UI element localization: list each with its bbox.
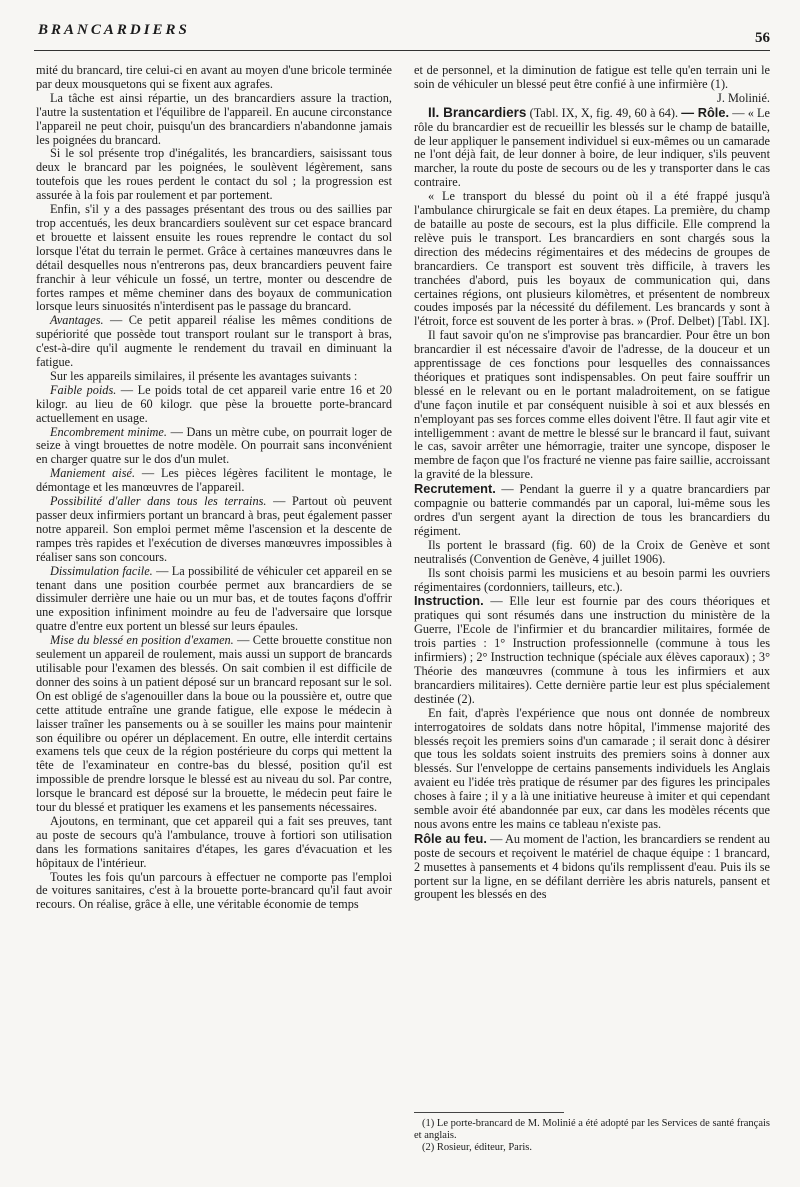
role-au-feu-paragraph bbox=[414, 832, 770, 903]
advantage-item bbox=[36, 495, 392, 565]
instruction-text: — Elle leur est fournie par des cours théoriques et pratiques qui sont résumés dans une instruction du ministère de la Guerre, l'Ecole de l'infirmier et du brancardier militaires, formée de trois parties : 1° Instruction professionnelle (commune à tous les infirmiers) ; 2° Instruction technique (spéciale aux élèves caporaux) ; 3° Théorie des manœuvres (commune à tous les infirmiers et aux brancardiers militaires). Cette dernière partie leur est plus spécialement destinée (2). bbox=[414, 594, 770, 706]
avantages-paragraph bbox=[36, 314, 392, 370]
advantage-text: — Dans un mètre cube, on pourrait loger de seize à vingt brouettes de notre modèle. On pourrait sans inconvénient en charger quatre sur le dos d'un mulet. bbox=[36, 424, 392, 467]
advantage-label: Faible poids. bbox=[50, 382, 117, 397]
section-heading: II. Brancardiers bbox=[428, 104, 527, 120]
instruction-paragraph bbox=[414, 594, 770, 706]
paragraph: et de personnel, et la diminution de fatigue est telle qu'en terrain uni le soin de véhiculer un blessé peut être confié à une infirmière (1). bbox=[414, 63, 770, 91]
recrutement-paragraph bbox=[414, 482, 770, 539]
recrutement-heading: Recrutement. bbox=[414, 481, 496, 497]
footnote: (2) Rosieur, éditeur, Paris. bbox=[422, 1142, 532, 1153]
avantages-label: Avantages. bbox=[50, 313, 104, 328]
paragraph: Si le sol présente trop d'inégalités, les brancardiers, saisissant tous deux le brancard par les poignées, le soulèvent légèrement, sans toutefois que les roues perdent le contact du sol ; la progression est assurée à la fois par roulement et par portement. bbox=[36, 146, 392, 203]
avantages-text: — Ce petit appareil réalise les mêmes conditions de supériorité que possède tout transport roulant sur le transport à bras, c'est-à-dire qu'il augmente le rendement du travail en diminuant la fatigue. bbox=[36, 313, 392, 370]
paragraph: En fait, d'après l'expérience que nous ont donnée de nombreux interrogatoires de soldats dans notre hôpital, l'immense majorité des blessés reçoit les premiers soins d'un camarade ; il serait donc à désirer que tous les soldats soient instruits des premiers soins à donner aux blessés. Sur l'enveloppe de certains pansements individuels les Anglais avaient eu l'idée très pratique de résumer par des figures les principales choses à faire ; il y a là une initiative heureuse à imiter et qui cependant semble avoir été abandonnée par eux, car dans les modèles récents que nous avons entre les mains ce tableau n'existe pas. bbox=[414, 705, 770, 831]
advantage-item bbox=[36, 565, 392, 635]
paragraph: Ils sont choisis parmi les musiciens et au besoin parmi les ouvriers régimentaires (cordonniers, tailleurs, etc.). bbox=[414, 565, 770, 594]
role-au-feu-text: — Au moment de l'action, les brancardiers se rendent au poste de secours et reçoivent le matériel de chaque équipe : 1 brancard, 2 musettes à pansements et 4 bidons qu'ils remplissent d'eau. Puis ils se portent sur la ligne, en se défilant derrière les abris naturels, pansent et groupent les blessés en des bbox=[414, 831, 770, 902]
paragraph: Ajoutons, en terminant, que cet appareil qui a fait ses preuves, tant au poste de secours qu'à l'ambulance, trouve à fortiori son utilisation dans les formations sanitaires d'étapes, les gares d'évacuation et les hôpitaux de l'intérieur. bbox=[36, 813, 392, 870]
advantage-label: Maniement aisé. bbox=[50, 466, 136, 481]
advantage-text: — La possibilité de véhiculer cet appareil en se tenant dans une position courbée permet aux brancardiers de se dissimuler derrière une haie ou un mur bas, et de toutes façons d'offrir une exposition infiniment moindre au feu de l'adversaire que lorsque quatre d'entre eux portent un blessé sur leurs épaules. bbox=[36, 563, 392, 634]
paragraph: Toutes les fois qu'un parcours à effectuer ne comporte pas l'emploi de voitures sanitaires, c'est à la brouette porte-brancard qu'il faut avoir recours. On réalise, grâce à elle, une véritable économie de temps bbox=[36, 869, 392, 912]
advantage-label: Dissimulation facile. bbox=[50, 563, 153, 578]
instruction-heading: Instruction. bbox=[414, 593, 484, 609]
footnotes bbox=[414, 1118, 770, 1154]
section-heading-ref: (Tabl. IX, X, fig. 49, 60 à 64). bbox=[526, 105, 679, 120]
page-number: 56 bbox=[755, 30, 770, 46]
advantage-item bbox=[36, 634, 392, 815]
role-text: — « Le rôle du brancardier est de recueillir les blessés sur le champ de bataille, de leur appliquer le pansement individuel si eux-mêmes ou un camarade ne l'ont déjà fait, de leur donner à boire, de leur indiquer, s'ils peuvent marcher, la route du poste de secours ou de les y transporter dans le cas contraire. bbox=[414, 105, 771, 190]
footnote: (1) Le porte-brancard de M. Molinié a été adopté par les Services de santé français et anglais. bbox=[414, 1118, 770, 1141]
footnote-rule bbox=[414, 1112, 564, 1113]
section-heading-paragraph bbox=[414, 106, 770, 190]
paragraph: Sur les appareils similaires, il présente les avantages suivants : bbox=[50, 368, 358, 383]
paragraph: Ils portent le brassard (fig. 60) de la Croix de Genève et sont neutralisés (Convention de Genève, 4 juillet 1906). bbox=[414, 537, 770, 566]
advantage-label: Encombrement minime. bbox=[50, 424, 167, 439]
author-signature: J. Molinié. bbox=[717, 90, 770, 105]
left-column bbox=[36, 64, 392, 912]
role-au-feu-heading: Rôle au feu. bbox=[414, 830, 487, 846]
advantage-item bbox=[36, 384, 392, 426]
advantage-label: Mise du blessé en position d'examen. bbox=[50, 633, 234, 648]
paragraph: Il faut savoir qu'on ne s'improvise pas brancardier. Pour être un bon brancardier il est nécessaire d'avoir de l'adresse, de la douceur et un apprentissage de ces fonctions pour lesquelles des connaissances théoriques et pratiques sont indispensables. On peut faire souffrir un blessé en le relevant ou en le portant maladroitement, on se fatigue d'une façon inutile et par conséquent nuisible à soi et aux blessés en n'employant pas ses forces comme elles doivent l'être. Il faut agir vite et intelligemment : avant de mettre le blessé sur le brancard il faut, suivant le cas, savoir arrêter une hémorragie, traiter une syncope, disposer le membre de façon que l'os fracturé ne vienne pas faire saillie, accroissant la gravité de la blessure. bbox=[414, 328, 770, 482]
paragraph: « Le transport du blessé du point où il a été frappé jusqu'à l'ambulance chirurgicale se fait en deux étapes. La première, du champ de bataille au poste de secours, est la plus difficile. Elle comprend la relève puis le transport. Les brancardiers en sont chargés sous la direction des médecins régimentaires et des médecins de groupes de brancardiers. Ce transport est souvent très difficile, à travers les tranchées d'abord, puis les boyaux de communication qui, dans certaines régions, ont plusieurs kilomètres, et présentent de nombreux coudes imposés par la nécessité du défilement. Les brancards y sont à l'étroit, force est souvent de les porter à bras. » (Prof. Delbet) [Tabl. IX]. bbox=[414, 189, 770, 329]
advantage-text: — Cette brouette constitue non seulement un appareil de roulement, mais aussi un support de brancards utilisable pour l'examen des blessés. On sait combien il est difficile de donner des soins à un patient déposé sur un brancard reposant sur le sol. On est obligé de s'agenouiller dans la boue ou la poussière et, outre que cette attitude entraîne une grande fatigue, elle expose le médecin à laisser traîner les pansements ou à se souiller les mains pour maintenir son équilibre ou opérer un déplacement. En outre, elle interdit certains examens tels que ceux de la région postérieure du corps qui mettent la tête de l'examinateur en contre-bas du blessé, position qu'il est impossible de prendre lorsque le blessé est au niveau du sol. Par contre, lorsque le brancard est déposé sur la brouette, le médecin peut faire le tour du blessé et pratiquer les examens et les pansements nécessaires. bbox=[36, 633, 393, 815]
advantage-item bbox=[36, 467, 392, 495]
advantage-item bbox=[36, 426, 392, 468]
advantage-text: — Les pièces légères facilitent le montage, le démontage et les manœuvres de l'appareil. bbox=[36, 466, 392, 495]
right-column bbox=[414, 64, 770, 902]
role-heading: — Rôle. bbox=[681, 104, 730, 120]
advantage-label: Possibilité d'aller dans tous les terrains. bbox=[50, 494, 267, 509]
advantage-text: — Le poids total de cet appareil varie entre 16 et 20 kilogr. au lieu de 60 kilogr. que pèse la brouette porte-brancard actuellement en usage. bbox=[36, 382, 392, 425]
recrutement-text: — Pendant la guerre il y a quatre brancardiers par compagnie ou batterie commandés par un caporal, lui-même sous les ordres d'un sergent ayant la direction de tous les brancardiers du régiment. bbox=[414, 482, 770, 538]
advantage-text: — Partout où peuvent passer deux infirmiers portant un brancard à bras, peut également passer notre appareil. Son emploi permet même l'ascension et la descente de rampes très rapides et l'exécution de diverses manœuvres impossibles à réaliser sans son concours. bbox=[36, 494, 393, 564]
paragraph: mité du brancard, tire celui-ci en avant au moyen d'une bricole terminée par deux mousquetons qui se fixent aux agrafes. bbox=[36, 63, 392, 91]
running-title: BRANCARDIERS bbox=[38, 22, 190, 38]
header-rule bbox=[34, 50, 770, 51]
paragraph: Enfin, s'il y a des passages présentant des trous ou des saillies par trop accentués, les deux brancardiers soulèvent sur cet espace brancard et brouette et laissent ensuite les roues reprendre le contact du sol lorsque l'état du terrain le permet. Grâce à certaines manœuvres dans le détail desquelles nous n'entrerons pas, deux brancardiers peuvent faire franchir à leur véhicule un fossé, un tertre, monter ou descendre de fortes rampes et même cheminer dans des boyaux de communication lorsque leurs sinuosités n'interdisent pas le passage du brancard. bbox=[36, 202, 392, 314]
paragraph: La tâche est ainsi répartie, un des brancardiers assure la traction, l'autre la sustentation et l'équilibre de l'appareil. En aucune circonstance l'appareil ne peut choir, puisqu'un des brancardiers n'abandonne jamais les poignées du brancard. bbox=[36, 90, 392, 147]
